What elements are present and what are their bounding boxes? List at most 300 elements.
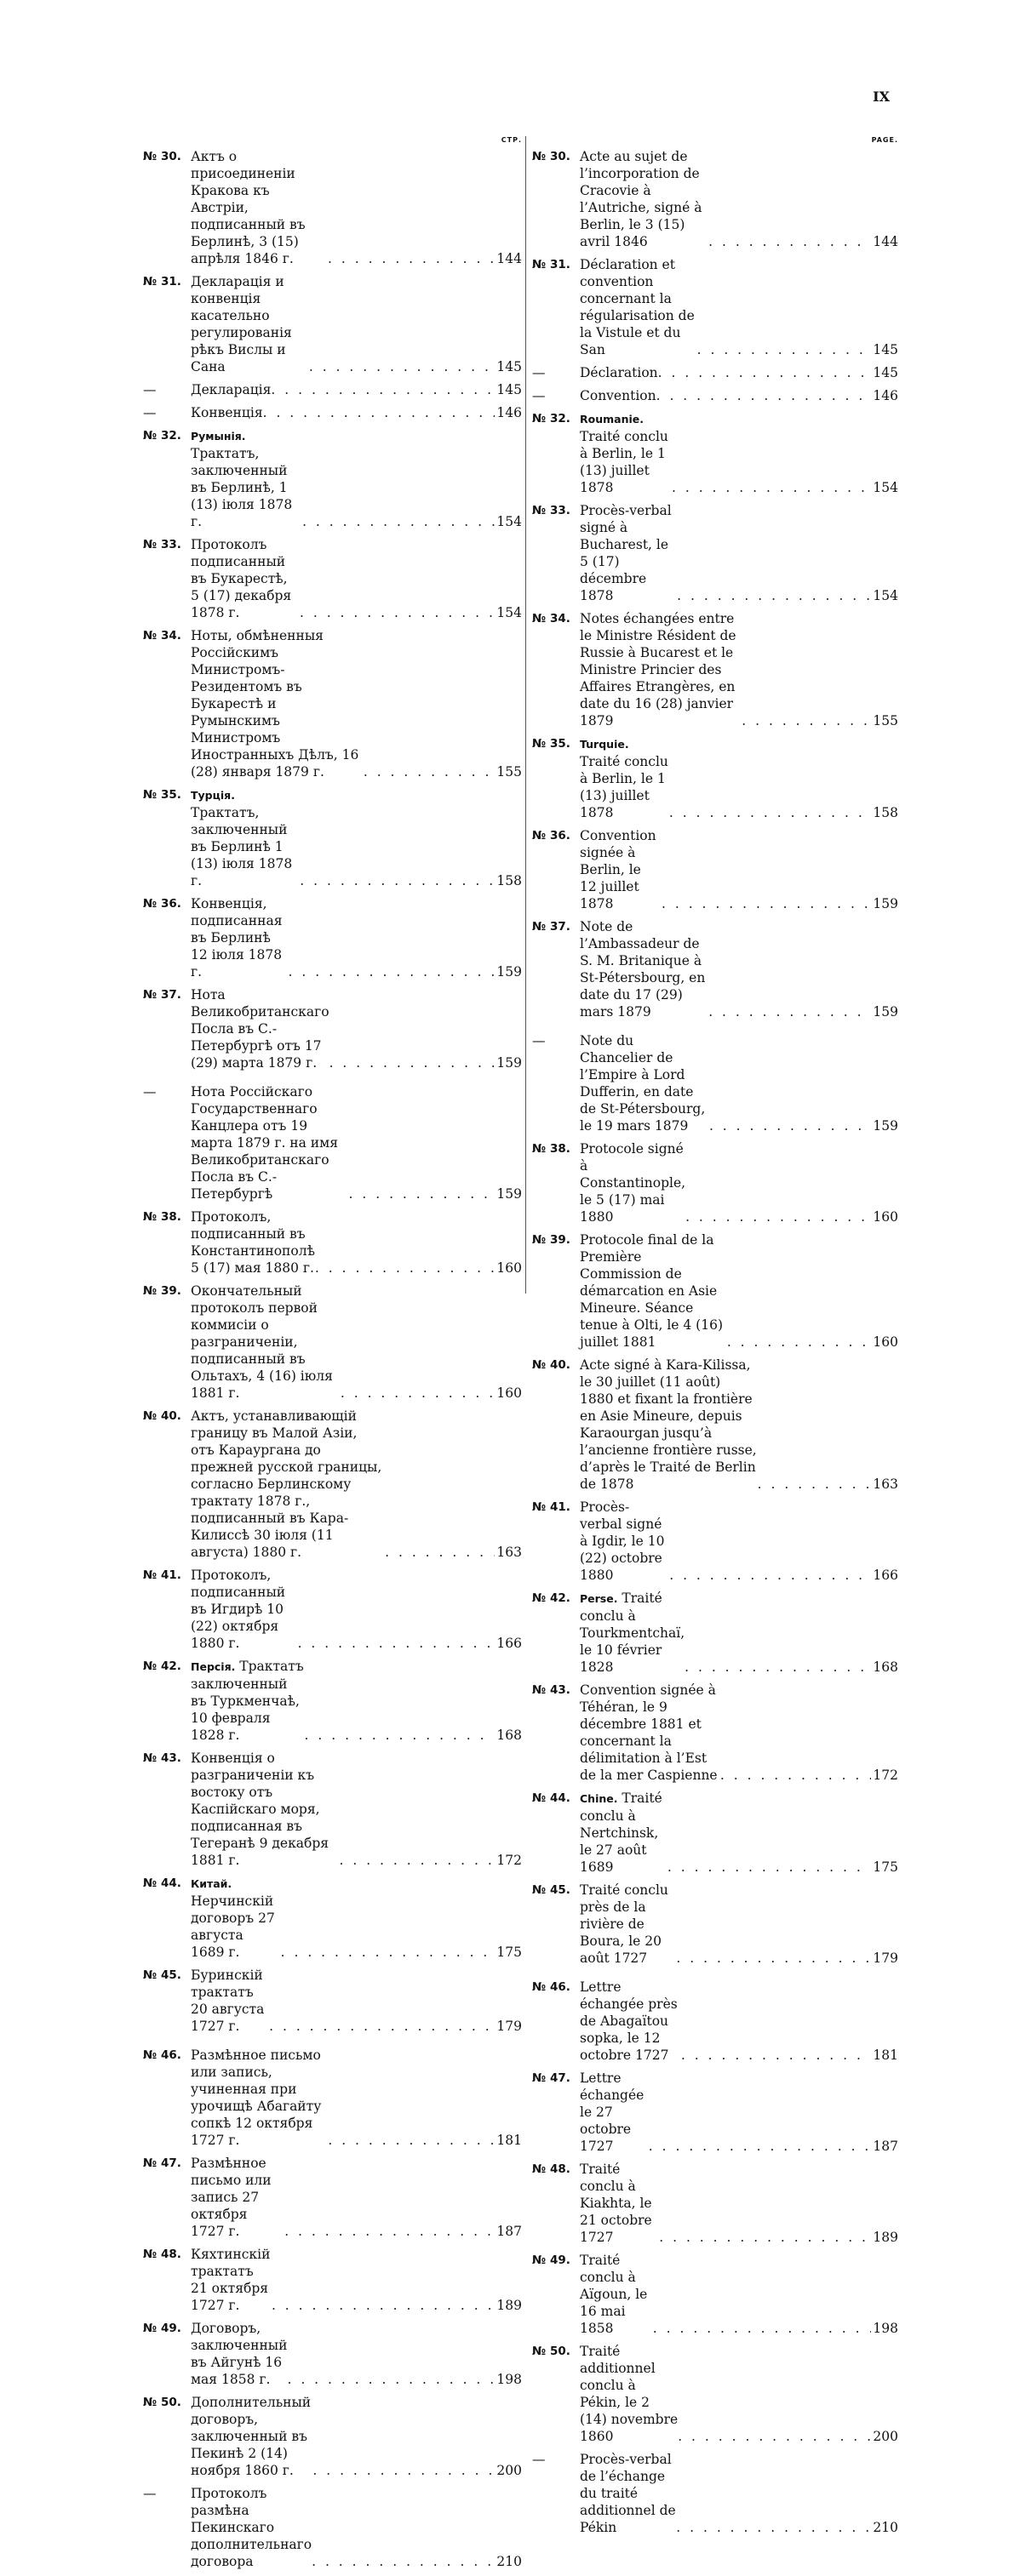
entry-body <box>580 2161 898 2246</box>
entry-body <box>191 381 522 398</box>
entry-number: № 43. <box>532 1683 570 1697</box>
dot-leader <box>708 233 871 250</box>
entry-body <box>191 148 522 267</box>
page-ref: 168 <box>496 1728 522 1743</box>
dot-leader <box>300 872 495 889</box>
entry-body <box>191 273 522 375</box>
entry-title-text: Traité conclu à Tourkmentchaï, le 10 février 1828 <box>580 1591 685 1675</box>
page-ref: 210 <box>873 2520 898 2535</box>
entry-body <box>191 2246 522 2314</box>
toc-entry <box>532 735 898 821</box>
column-header-page: PAGE. <box>871 136 898 144</box>
toc-entry <box>143 536 522 621</box>
page-ref: 179 <box>873 1951 898 1966</box>
entry-number: № 30. <box>532 150 570 163</box>
page-ref: 159 <box>496 1055 522 1071</box>
entry-number: № 45. <box>532 1883 570 1897</box>
entry-title-text: Traité conclu à Berlin, le 1 (13) juillet 1878 <box>580 429 668 495</box>
entry-title-text: Протоколъ, подписанный въ Константинополѣ 5 (17) мая 1880 г. <box>191 1209 315 1276</box>
entry-body <box>191 2047 522 2149</box>
entry-title <box>580 2252 653 2337</box>
toc-entry <box>532 502 898 604</box>
dot-leader <box>289 963 495 980</box>
entry-body <box>580 1357 898 1493</box>
toc-entry <box>143 381 522 398</box>
entry-number: № 31. <box>143 275 181 288</box>
entry-title <box>191 1208 315 1277</box>
toc-entry <box>143 2485 522 2570</box>
entry-body <box>191 2155 522 2240</box>
dot-leader <box>341 1385 495 1402</box>
dot-leader <box>312 2553 495 2570</box>
entry-title <box>580 2451 676 2536</box>
page-ref: 163 <box>496 1545 522 1560</box>
entry-title-text: Протоколъ, подписанный въ Игдирѣ 10 (22) октября 1880 г. <box>191 1568 286 1651</box>
toc-entry <box>532 610 898 729</box>
entry-title <box>191 1282 341 1402</box>
dot-leader <box>328 2132 495 2149</box>
dot-leader <box>364 763 495 780</box>
entry-title-text: Декларація <box>191 382 272 397</box>
toc-entry <box>143 1408 522 1561</box>
country-heading: Chine. <box>580 1792 618 1805</box>
page-ref: 154 <box>873 480 898 495</box>
column-divider <box>525 136 526 1294</box>
entry-title-text: Кяхтинскій трактатъ 21 октября 1727 г. <box>191 2247 271 2313</box>
entry-number: № 49. <box>143 2322 181 2335</box>
country-heading: Perse. <box>580 1592 618 1605</box>
entry-title <box>580 2161 659 2246</box>
entry-body <box>580 1790 898 1876</box>
dot-leader <box>272 2297 495 2314</box>
entry-title <box>580 2343 678 2445</box>
toc-entry <box>532 2161 898 2246</box>
entry-body <box>191 986 522 1071</box>
entry-title-text: Актъ о присоединеніи Кракова къ Австріи, подписанный въ Берлинѣ, 3 (15) апрѣля 1846 г. <box>191 149 306 266</box>
toc-entry <box>143 2320 522 2388</box>
entry-title <box>191 1875 281 1961</box>
entry-title <box>191 1408 385 1561</box>
entry-title <box>580 364 658 381</box>
entry-title <box>580 1499 669 1584</box>
entry-body <box>191 1208 522 1277</box>
entry-title-text: Acte au sujet de l’incorporation de Cracovie à l’Autriche, signé à Berlin, le 3 (15) avril 1846 <box>580 149 702 249</box>
entry-title <box>580 1979 681 2064</box>
entry-number: № 38. <box>532 1142 570 1156</box>
entry-body <box>580 1682 898 1784</box>
entry-title-text: Traité conclu à Kiakhta, le 21 octobre 1727 <box>580 2162 652 2245</box>
dot-leader <box>656 387 871 404</box>
entry-title <box>191 1658 305 1744</box>
toc-entry <box>532 410 898 496</box>
page-ref: 175 <box>496 1945 522 1960</box>
entry-body <box>580 364 898 381</box>
toc-entry <box>143 895 522 980</box>
toc-entry <box>532 1357 898 1493</box>
entry-title <box>191 986 329 1071</box>
toc-list-french <box>532 148 898 2536</box>
dot-leader <box>385 1544 495 1561</box>
entry-title-text: Дополнительный договоръ, заключенный въ Пекинѣ 2 (14) ноября 1860 г. <box>191 2395 312 2478</box>
entry-title <box>580 1140 685 1225</box>
entry-body <box>191 2320 522 2388</box>
dot-leader <box>669 1567 871 1584</box>
dot-leader <box>678 2428 871 2445</box>
page-ref: 189 <box>496 2298 522 2313</box>
page-ref: 198 <box>496 2372 522 2387</box>
entry-title <box>191 1083 349 1202</box>
entry-number: № 48. <box>143 2248 181 2261</box>
entry-number: № 47. <box>143 2156 181 2170</box>
entry-title-text: Конвенція о разграниченіи къ востоку отъ Каспійскаго моря, подписанная въ Тегеранѣ 9 декабря 1881 г. <box>191 1751 329 1868</box>
dot-leader <box>727 1334 871 1351</box>
page-ref: 154 <box>496 605 522 620</box>
dot-leader <box>305 1727 495 1744</box>
toc-entry <box>143 2246 522 2314</box>
entry-body <box>580 2451 898 2536</box>
toc-entry <box>532 1882 898 1967</box>
dot-leader <box>649 2138 871 2155</box>
dot-leader <box>284 2223 495 2240</box>
entry-body <box>580 1231 898 1351</box>
page-ref: 160 <box>873 1209 898 1225</box>
page-ref: 160 <box>496 1260 522 1276</box>
country-heading: Румынія. <box>191 430 246 443</box>
entry-number: — <box>532 1033 546 1048</box>
entry-body <box>191 404 522 421</box>
entry-body <box>191 1750 522 1869</box>
entry-title <box>191 627 364 780</box>
entry-title-text: Нота Россійскаго Государственнаго Канцлера отъ 19 марта 1879 г. на имя Великобританскаго Посла въ С.-Петербургѣ <box>191 1084 338 1202</box>
country-heading: Китай. <box>191 1877 232 1890</box>
entry-body <box>580 502 898 604</box>
dot-leader <box>309 358 495 375</box>
toc-entry <box>532 1499 898 1584</box>
column-header-str: СТР. <box>501 136 522 144</box>
toc-entry <box>143 148 522 267</box>
entry-number: — <box>532 365 546 380</box>
toc-entry <box>532 1140 898 1225</box>
dot-leader <box>653 2320 871 2337</box>
entry-title <box>191 1567 298 1652</box>
entry-number: — <box>143 2486 157 2501</box>
toc-entry <box>532 1590 898 1676</box>
dot-leader <box>281 1944 495 1961</box>
dot-leader <box>742 712 871 729</box>
entry-title-text: Буринскій трактатъ 20 августа 1727 г. <box>191 1968 265 2034</box>
entry-title <box>191 148 328 267</box>
dot-leader <box>287 2371 495 2388</box>
entry-title-text: Lettre échangée le 27 octobre 1727 <box>580 2071 644 2154</box>
page-ref: 159 <box>873 1004 898 1020</box>
toc-entry <box>532 148 898 250</box>
toc-entry <box>532 1979 898 2064</box>
entry-title <box>191 1967 269 2035</box>
toc-entry <box>143 1083 522 1202</box>
dot-leader <box>685 1208 871 1225</box>
dot-leader <box>720 1767 871 1784</box>
entry-title <box>580 735 669 821</box>
entry-body <box>191 536 522 621</box>
page-ref: 198 <box>873 2321 898 2336</box>
entry-title-text: Нота Великобританскаго Посла въ С.-Петербургѣ отъ 17 (29) марта 1879 г. <box>191 987 329 1071</box>
page-ref: 155 <box>873 713 898 728</box>
entry-title <box>580 1682 720 1784</box>
entry-number: № 41. <box>143 1568 181 1582</box>
page-ref: 144 <box>873 234 898 249</box>
entry-number: № 30. <box>143 150 181 163</box>
entry-title-text: Окончательный протоколъ первой коммисіи о разграниченіи, подписанный въ Ольтахъ, 4 (16) іюля 1881 г. <box>191 1283 333 1401</box>
toc-entry <box>532 2252 898 2337</box>
entry-body <box>580 410 898 496</box>
entry-title-text: Traité conclu près de la rivière de Boura, le 20 août 1727 <box>580 1882 668 1966</box>
entry-number: № 37. <box>532 920 570 934</box>
page-ref: 179 <box>496 2019 522 2034</box>
entry-number: № 45. <box>143 1968 181 1982</box>
entry-body <box>191 1567 522 1652</box>
entry-title <box>191 786 300 889</box>
entry-title-text: Notes échangées entre le Ministre Résident de Russie à Bucarest et le Ministre Princier des Affaires Etrangères, en date du 16 (28) janvier 1879 <box>580 611 736 728</box>
page-ref: 154 <box>873 588 898 603</box>
toc-entry <box>532 2451 898 2536</box>
dot-leader <box>708 1003 871 1020</box>
toc-entry <box>532 387 898 404</box>
entry-title <box>580 827 662 912</box>
entry-number: № 50. <box>532 2345 570 2358</box>
entry-number: № 38. <box>143 1210 181 1224</box>
entry-title <box>580 2070 649 2155</box>
dot-leader <box>263 404 495 421</box>
page-ref: 159 <box>496 964 522 980</box>
entry-title-text: Трактатъ, заключенный въ Берлинѣ 1 (13) іюля 1878 г. <box>191 805 293 888</box>
page-ref: 155 <box>496 764 522 780</box>
entry-title-text: Déclaration et convention concernant la régularisation de la Vistule et du San <box>580 257 695 357</box>
entry-body <box>580 735 898 821</box>
toc-entry <box>532 1231 898 1351</box>
entry-title-text: Convention signée à Berlin, le 12 juillet 1878 <box>580 828 656 911</box>
dot-leader <box>302 513 495 530</box>
toc-entry <box>143 1875 522 1961</box>
entry-title <box>580 1231 727 1351</box>
entry-number: № 36. <box>143 897 181 911</box>
entry-body <box>580 1590 898 1676</box>
entry-body <box>580 1032 898 1134</box>
entry-title <box>191 1750 340 1869</box>
entry-number: № 34. <box>532 612 570 625</box>
entry-number: № 39. <box>143 1284 181 1298</box>
entry-title-text: Размѣнное письмо или запись, учиненная при урочищѣ Абагайту сопкѣ 12 октября 1727 г. <box>191 2048 322 2148</box>
dot-leader <box>300 604 495 621</box>
entry-body <box>580 256 898 358</box>
page-ref: 166 <box>496 1636 522 1651</box>
toc-entry <box>143 786 522 889</box>
entry-number: № 43. <box>143 1751 181 1765</box>
dot-leader <box>315 1259 495 1277</box>
dot-leader <box>669 804 871 821</box>
entry-body <box>580 918 898 1020</box>
entry-number: № 42. <box>532 1591 570 1605</box>
dot-leader <box>676 2519 871 2536</box>
toc-entry <box>532 827 898 912</box>
toc-entry <box>143 1282 522 1402</box>
entry-title-text: Трактатъ, заключенный въ Берлинѣ, 1 (13) іюля 1878 г. <box>191 446 293 529</box>
page-ref: 146 <box>496 405 522 420</box>
entry-number: № 33. <box>532 504 570 517</box>
entry-title-text: Актъ, устанавливающій границу въ Малой Азіи, отъ Караургана до прежней русской границы, согласно Берлинскому трактату 1878 г., подписанный въ Кара-Килиссѣ 30 іюля (11 августа) 1880 г. <box>191 1408 382 1560</box>
entry-number: № 44. <box>143 1876 181 1890</box>
entry-body <box>191 1083 522 1202</box>
entry-body <box>580 2343 898 2445</box>
toc-entry <box>143 273 522 375</box>
entry-body <box>580 827 898 912</box>
dot-leader <box>329 1054 495 1071</box>
page-ref: 166 <box>873 1568 898 1583</box>
entry-title-text: Procès-verbal de l’échange du traité additionnel de Pékin <box>580 2452 676 2535</box>
entry-title-text: Трактатъ заключенный въ Туркменчаѣ, 10 февраля 1828 г. <box>191 1659 304 1743</box>
entry-title-text: Note de l’Ambassadeur de S. M. Britanique à St-Pétersbourg, en date du 17 (29) mars 1879 <box>580 919 706 1020</box>
dot-leader <box>658 364 871 381</box>
entry-number: № 32. <box>143 429 181 443</box>
entry-body <box>191 1875 522 1961</box>
toc-entry <box>532 918 898 1020</box>
entry-title <box>191 895 289 980</box>
entry-number: № 37. <box>143 988 181 1002</box>
dot-leader <box>697 341 871 358</box>
entry-body <box>191 1658 522 1744</box>
entry-title <box>580 1882 676 1967</box>
entry-body <box>191 2394 522 2479</box>
entry-body <box>191 1282 522 1402</box>
toc-entry <box>532 364 898 381</box>
entry-title <box>191 536 300 621</box>
page-ref: 159 <box>873 896 898 911</box>
entry-title <box>191 2155 284 2240</box>
page-number: IX <box>873 89 890 105</box>
entry-body <box>580 387 898 404</box>
entry-body <box>191 627 522 780</box>
page-ref: 189 <box>873 2230 898 2245</box>
entry-title-text: Acte signé à Kara-Kilissa, le 30 juillet (11 août) 1880 et fixant la frontière en Asie Mineure, depuis Karaourgan jusqu’à l’ancienne frontière russe, d’après le Traité de Berlin de 1878 <box>580 1357 757 1492</box>
dot-leader <box>667 1859 871 1876</box>
entry-title-text: Procès-verbal signé à Bucharest, le 5 (17) décembre 1878 <box>580 503 672 603</box>
country-heading: Turquie. <box>580 738 629 751</box>
dot-leader <box>328 250 495 267</box>
country-heading: Персія. <box>191 1660 236 1673</box>
dot-leader <box>685 1659 871 1676</box>
entry-title-text: Lettre échangée près de Abagaïtou sopka, le 12 octobre 1727 <box>580 1979 678 2063</box>
toc-entry <box>532 1682 898 1784</box>
entry-body <box>580 2070 898 2155</box>
entry-title-text: Протоколъ подписанный въ Букарестѣ, 5 (17) декабря 1878 г. <box>191 537 292 620</box>
entry-title-text: Протоколъ размѣна Пекинскаго дополнительнаго договора <box>191 2486 312 2569</box>
page-ref: 145 <box>873 342 898 357</box>
russian-toc-column <box>143 136 522 2576</box>
dot-leader <box>676 1950 871 1967</box>
entry-number: № 32. <box>532 412 570 426</box>
entry-title-text: Traité conclu à Berlin, le 1 (13) juillet 1878 <box>580 754 668 820</box>
toc-entry <box>143 2047 522 2149</box>
page-ref: 159 <box>873 1118 898 1134</box>
entry-number: № 41. <box>532 1500 570 1514</box>
entry-title <box>580 410 672 496</box>
entry-number: — <box>532 388 546 403</box>
entry-number: № 35. <box>532 737 570 751</box>
entry-title-text: Protocole final de la Première Commission de démarcation en Asie Mineure. Séance tenue à Olti, le 4 (16) juillet 1881 <box>580 1232 724 1350</box>
page-ref: 145 <box>496 382 522 397</box>
dot-leader <box>349 1185 495 1202</box>
toc-list-russian <box>143 148 522 2570</box>
dot-leader <box>709 1117 871 1134</box>
entry-title <box>580 1790 667 1876</box>
dot-leader <box>659 2229 871 2246</box>
dot-leader <box>677 587 871 604</box>
entry-title-text: Procès-verbal signé à Igdir, le 10 (22) octobre 1880 <box>580 1499 665 1583</box>
toc-entry <box>143 404 522 421</box>
toc-entry <box>532 1790 898 1876</box>
entry-title-text: Нерчинскій договоръ 27 августа 1689 г. <box>191 1893 275 1960</box>
entry-body <box>580 2252 898 2337</box>
toc-entry <box>143 1967 522 2035</box>
toc-entry <box>143 986 522 1071</box>
page-ref: 210 <box>496 2554 522 2569</box>
page-ref: 172 <box>873 1768 898 1783</box>
entry-title-text: Traité conclu à Aïgoun, le 16 mai 1858 <box>580 2253 648 2336</box>
page-ref: 158 <box>873 805 898 820</box>
toc-entry <box>143 427 522 530</box>
entry-title <box>580 1032 709 1134</box>
entry-body <box>580 1882 898 1967</box>
dot-leader <box>269 2018 495 2035</box>
dot-leader <box>681 2047 871 2064</box>
entry-title-text: Convention <box>580 388 656 403</box>
entry-body <box>191 1408 522 1561</box>
toc-entry <box>143 1658 522 1744</box>
toc-entry <box>143 627 522 780</box>
entry-title <box>191 2485 312 2570</box>
entry-number: № 35. <box>143 788 181 802</box>
toc-entry <box>143 1567 522 1652</box>
entry-number: № 44. <box>532 1791 570 1805</box>
page-ref: 200 <box>873 2429 898 2444</box>
entry-title-text: Ноты, обмѣненныя Россійскимъ Министромъ-Резидентомъ въ Букарестѣ и Румынскимъ Министромъ Иностранныхъ Дѣлъ, 16 (28) января 1879 г. <box>191 628 359 780</box>
entry-title-text: Договоръ, заключенный въ Айгунѣ 16 мая 1858 г. <box>191 2321 288 2387</box>
entry-number: № 46. <box>532 1980 570 1994</box>
entry-number: № 40. <box>143 1409 181 1423</box>
entry-number: — <box>143 405 157 420</box>
page-ref: 154 <box>496 514 522 529</box>
entry-title <box>580 1357 758 1493</box>
entry-number: № 49. <box>532 2253 570 2267</box>
entry-number: № 33. <box>143 538 181 551</box>
page-ref: 181 <box>873 2048 898 2063</box>
country-heading: Roumanie. <box>580 413 644 426</box>
entry-body <box>191 427 522 530</box>
entry-title <box>580 610 742 729</box>
entry-title <box>580 502 677 604</box>
entry-body <box>580 1979 898 2064</box>
entry-title-text: Convention signée à Téhéran, le 9 décembre 1881 et concernant la délimitation à l’Est de la mer Caspienne <box>580 1682 718 1783</box>
page-ref: 181 <box>496 2133 522 2148</box>
entry-number: № 48. <box>532 2162 570 2176</box>
entry-number: — <box>532 2452 546 2467</box>
entry-body <box>580 610 898 729</box>
entry-title <box>191 404 263 421</box>
entry-number: — <box>143 382 157 397</box>
french-toc-column <box>532 136 898 2542</box>
entry-title-text: Protocole signé à Constantinople, le 5 (17) mai 1880 <box>580 1141 686 1225</box>
page-ref: 145 <box>873 365 898 380</box>
entry-number: № 31. <box>532 258 570 271</box>
